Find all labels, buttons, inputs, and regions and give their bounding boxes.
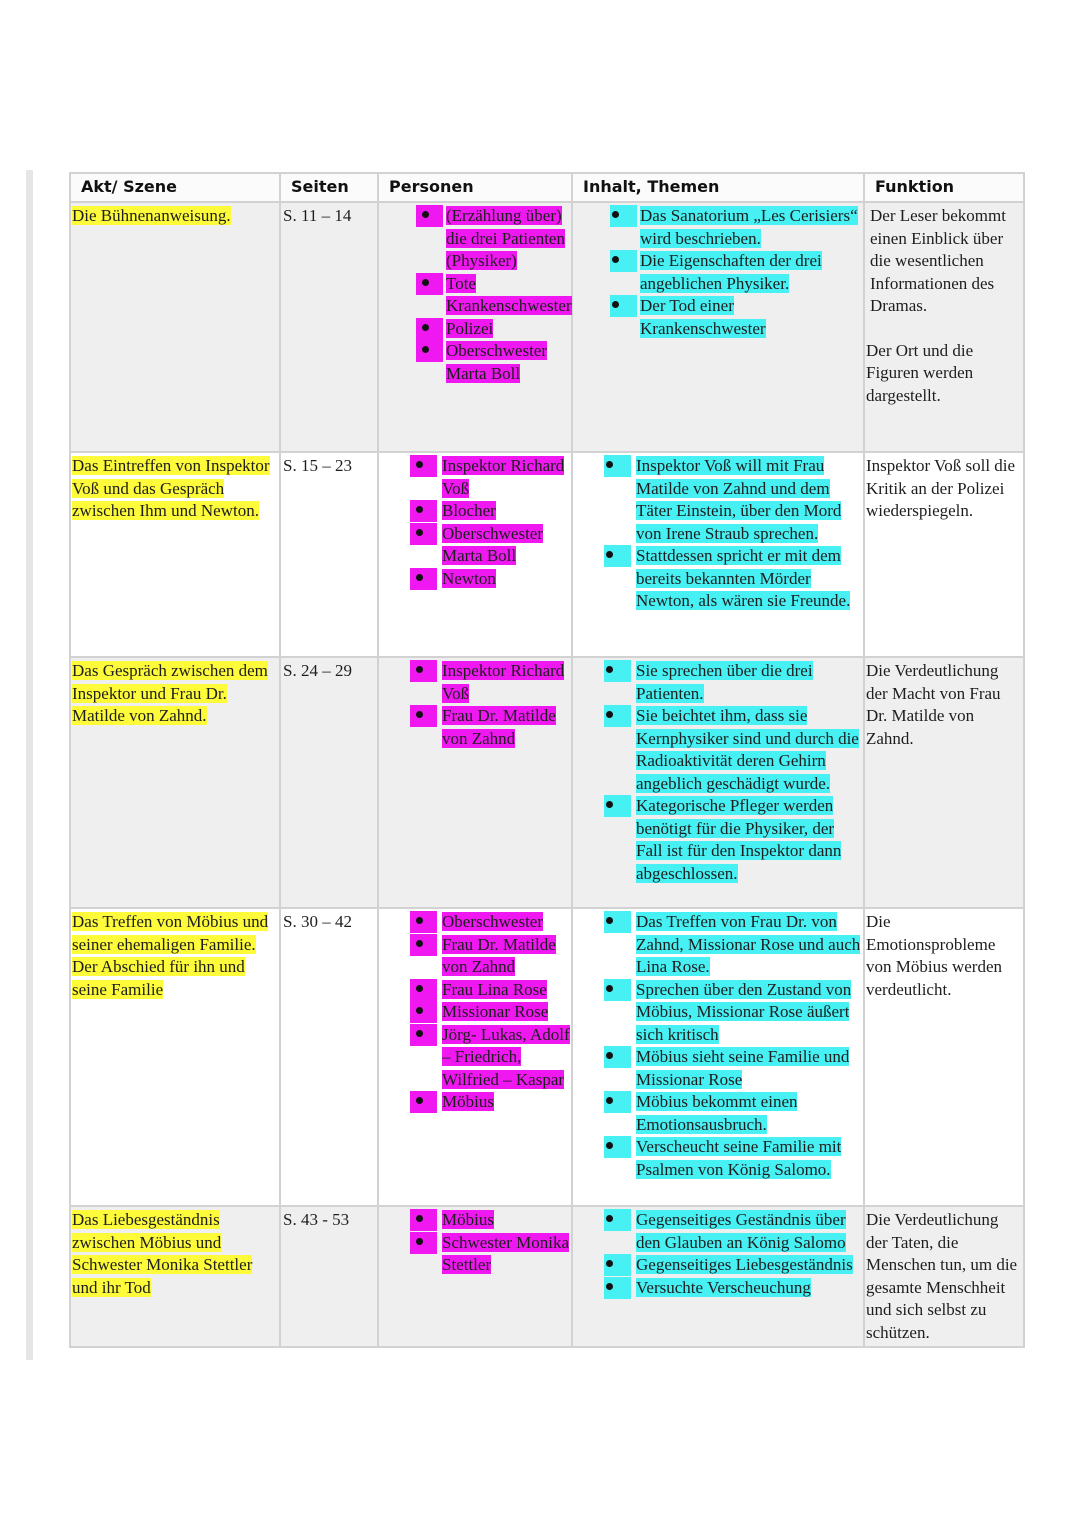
highlight-marker bbox=[410, 1232, 437, 1254]
bullet-icon bbox=[606, 1052, 613, 1059]
function-cell bbox=[864, 452, 1024, 657]
bullet-icon bbox=[612, 211, 619, 218]
list-item: Schwester Monika Stettler bbox=[380, 1232, 570, 1277]
function-text: Die Verdeutlichung der Macht von Frau Dr. Matilde von Zahnd. bbox=[866, 661, 1001, 748]
bullet-icon bbox=[612, 256, 619, 263]
function-text: Die Verdeutlichung der Taten, die Menschen tun, um die gesamte Menschheit und sich selbst zu schützen. bbox=[866, 1210, 1018, 1342]
bullet-icon bbox=[606, 1142, 613, 1149]
pages-cell: S. 43 - 53 bbox=[280, 1206, 378, 1347]
highlight-marker bbox=[410, 568, 437, 590]
list-item: Inspektor Richard Voß bbox=[380, 455, 570, 500]
highlight-marker bbox=[410, 934, 437, 956]
themes-cell bbox=[572, 908, 864, 1206]
list-item: Möbius bbox=[380, 1209, 570, 1232]
list-item: (Erzählung über) die drei Patienten (Physiker) bbox=[380, 205, 570, 273]
highlight-marker bbox=[416, 340, 443, 362]
scene-text: Das Gespräch zwischen dem Inspektor und Frau Dr. Matilde von Zahnd. bbox=[72, 661, 268, 725]
scene-cell bbox=[70, 202, 280, 452]
list-item: Versuchte Verscheuchung bbox=[574, 1277, 862, 1300]
themes-cell bbox=[572, 1206, 864, 1347]
list-item: Tote Krankenschwester bbox=[380, 273, 570, 318]
bullet-icon bbox=[416, 666, 423, 673]
scene-text: Der Abschied für ihn und seine Familie bbox=[72, 957, 245, 999]
list-item: Frau Lina Rose bbox=[380, 979, 570, 1002]
bullet-icon bbox=[422, 279, 429, 286]
bullet-icon bbox=[416, 506, 423, 513]
pages-cell: S. 15 – 23 bbox=[280, 452, 378, 657]
table-row bbox=[70, 908, 1024, 1206]
bullet-icon bbox=[416, 1097, 423, 1104]
header-function: Funktion bbox=[864, 173, 1024, 202]
highlight-marker bbox=[410, 705, 437, 727]
scene-text: Die Bühnenanweisung. bbox=[72, 206, 231, 225]
function-text: Die Emotionsprobleme von Möbius werden verdeutlicht. bbox=[866, 912, 1002, 999]
bullet-icon bbox=[422, 346, 429, 353]
highlight-marker bbox=[410, 979, 437, 1001]
bullet-icon bbox=[606, 461, 613, 468]
list-item: Möbius sieht seine Familie und Missionar Rose bbox=[574, 1046, 862, 1091]
scene-text: Das Liebesgeständnis zwischen Möbius und Schwester Monika Stettler und ihr Tod bbox=[72, 1210, 253, 1297]
highlight-marker bbox=[416, 318, 443, 340]
bullet-icon bbox=[416, 917, 423, 924]
list-item: Polizei bbox=[380, 318, 570, 341]
persons-cell bbox=[378, 202, 572, 452]
list-item: Das Treffen von Frau Dr. von Zahnd, Missionar Rose und auch Lina Rose. bbox=[574, 911, 862, 979]
bullet-icon bbox=[606, 666, 613, 673]
list-item: Die Eigenschaften der drei angeblichen Physiker. bbox=[574, 250, 862, 295]
list-item: Sprechen über den Zustand von Möbius, Missionar Rose äußert sich kritisch bbox=[574, 979, 862, 1047]
header-scene: Akt/ Szene bbox=[70, 173, 280, 202]
bullet-icon bbox=[606, 801, 613, 808]
bullet-icon bbox=[416, 1030, 423, 1037]
list-item: Sie sprechen über die drei Patienten. bbox=[574, 660, 862, 705]
function-cell bbox=[864, 1206, 1024, 1347]
persons-cell bbox=[378, 1206, 572, 1347]
list-item: Frau Dr. Matilde von Zahnd bbox=[380, 934, 570, 979]
list-item: Sie beichtet ihm, dass sie Kernphysiker sind und durch die Radioaktivität deren Gehirn angeblich geschädigt wurde. bbox=[574, 705, 862, 795]
list-item: Das Sanatorium „Les Cerisiers“ wird beschrieben. bbox=[574, 205, 862, 250]
list-item: Gegenseitiges Geständnis über den Glauben an König Salomo bbox=[574, 1209, 862, 1254]
highlight-marker bbox=[410, 911, 437, 933]
highlight-marker bbox=[410, 1001, 437, 1023]
header-themes: Inhalt, Themen bbox=[572, 173, 864, 202]
bullet-icon bbox=[416, 711, 423, 718]
function-text: Der Ort und die Figuren werden dargestellt. bbox=[866, 340, 974, 405]
list-item: Möbius bekommt einen Emotionsausbruch. bbox=[574, 1091, 862, 1136]
list-item: Jörg- Lukas, Adolf – Friedrich, Wilfried – Kaspar bbox=[380, 1024, 570, 1092]
list-item: Inspektor Voß will mit Frau Matilde von Zahnd und dem Täter Einstein, über den Mord von Irene Straub sprechen. bbox=[574, 455, 862, 545]
list-item: Oberschwester bbox=[380, 911, 570, 934]
list-item: Inspektor Richard Voß bbox=[380, 660, 570, 705]
highlight-marker bbox=[410, 455, 437, 477]
persons-cell bbox=[378, 452, 572, 657]
bullet-icon bbox=[606, 551, 613, 558]
table-row bbox=[70, 202, 1024, 452]
scene-text: Das Eintreffen von Inspektor Voß und das Gespräch zwischen Ihm und Newton. bbox=[72, 456, 270, 520]
page-margin-bar bbox=[26, 170, 33, 1360]
pages-cell: S. 24 – 29 bbox=[280, 657, 378, 908]
table-row bbox=[70, 657, 1024, 908]
highlight-marker bbox=[410, 500, 437, 522]
bullet-icon bbox=[416, 574, 423, 581]
table-header-row bbox=[70, 173, 1024, 202]
list-item: Der Tod einer Krankenschwester bbox=[574, 295, 862, 340]
pages-cell: S. 30 – 42 bbox=[280, 908, 378, 1206]
scene-cell bbox=[70, 908, 280, 1206]
table-row bbox=[70, 1206, 1024, 1347]
bullet-icon bbox=[416, 985, 423, 992]
persons-cell bbox=[378, 908, 572, 1206]
bullet-icon bbox=[606, 1260, 613, 1267]
highlight-marker bbox=[410, 523, 437, 545]
list-item: Newton bbox=[380, 568, 570, 591]
function-text: Inspektor Voß soll die Kritik an der Polizei wiederspiegeln. bbox=[866, 456, 1016, 520]
drama-overview-table bbox=[69, 172, 1025, 1348]
table-row bbox=[70, 452, 1024, 657]
themes-cell bbox=[572, 452, 864, 657]
bullet-icon bbox=[416, 1007, 423, 1014]
list-item: Blocher bbox=[380, 500, 570, 523]
list-item: Möbius bbox=[380, 1091, 570, 1114]
scene-cell bbox=[70, 657, 280, 908]
list-item: Kategorische Pfleger werden benötigt für die Physiker, der Fall ist für den Inspektor dann abgeschlossen. bbox=[574, 795, 862, 885]
themes-cell bbox=[572, 657, 864, 908]
bullet-icon bbox=[606, 985, 613, 992]
themes-cell bbox=[572, 202, 864, 452]
highlight-marker bbox=[416, 273, 443, 295]
pages-cell: S. 11 – 14 bbox=[280, 202, 378, 452]
scene-cell bbox=[70, 452, 280, 657]
bullet-icon bbox=[422, 324, 429, 331]
list-item: Oberschwester Marta Boll bbox=[380, 523, 570, 568]
header-pages: Seiten bbox=[280, 173, 378, 202]
bullet-icon bbox=[606, 1097, 613, 1104]
list-item: Oberschwester Marta Boll bbox=[380, 340, 570, 385]
bullet-icon bbox=[416, 529, 423, 536]
list-item: Gegenseitiges Liebesgeständnis bbox=[574, 1254, 862, 1277]
highlight-marker bbox=[416, 205, 443, 227]
header-persons: Personen bbox=[378, 173, 572, 202]
function-text: Der Leser bekommt einen Einblick über die wesentlichen Informationen des Dramas. bbox=[870, 206, 1006, 315]
highlight-marker bbox=[410, 660, 437, 682]
bullet-icon bbox=[612, 301, 619, 308]
function-cell bbox=[864, 908, 1024, 1206]
function-cell bbox=[864, 657, 1024, 908]
bullet-icon bbox=[416, 461, 423, 468]
list-item: Verscheucht seine Familie mit Psalmen von König Salomo. bbox=[574, 1136, 862, 1181]
bullet-icon bbox=[422, 211, 429, 218]
scene-text: Das Treffen von Möbius und seiner ehemaligen Familie. bbox=[72, 912, 269, 954]
highlight-marker bbox=[410, 1024, 437, 1046]
scene-cell bbox=[70, 1206, 280, 1347]
bullet-icon bbox=[606, 917, 613, 924]
bullet-icon bbox=[606, 1215, 613, 1222]
bullet-icon bbox=[606, 711, 613, 718]
highlight-marker bbox=[410, 1209, 437, 1231]
persons-cell bbox=[378, 657, 572, 908]
list-item: Frau Dr. Matilde von Zahnd bbox=[380, 705, 570, 750]
function-cell bbox=[864, 202, 1024, 452]
list-item: Missionar Rose bbox=[380, 1001, 570, 1024]
bullet-icon bbox=[606, 1283, 613, 1290]
highlight-marker bbox=[410, 1091, 437, 1113]
list-item: Stattdessen spricht er mit dem bereits bekannten Mörder Newton, als wären sie Freunde. bbox=[574, 545, 862, 613]
bullet-icon bbox=[416, 1215, 423, 1222]
bullet-icon bbox=[416, 940, 423, 947]
bullet-icon bbox=[416, 1238, 423, 1245]
